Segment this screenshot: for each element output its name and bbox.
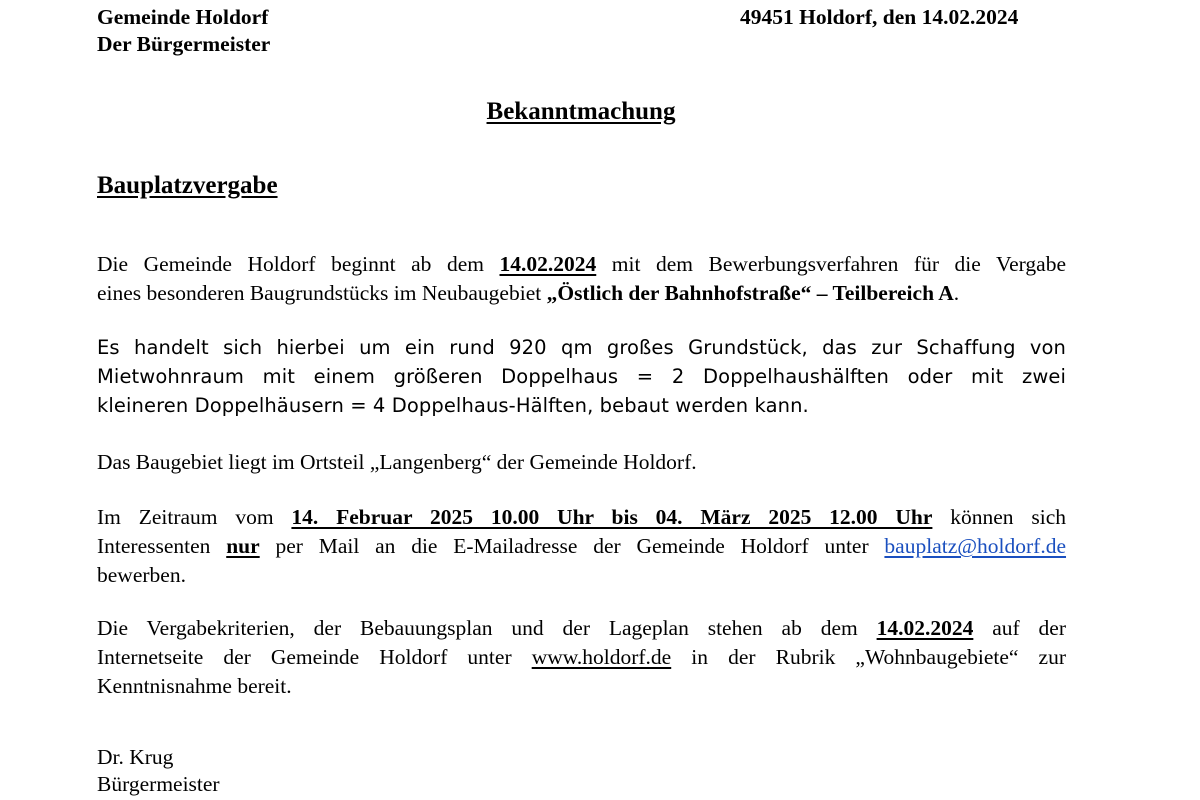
text-span: . [953, 281, 960, 305]
paragraph-line [97, 643, 1066, 672]
signatory-role: Bürgermeister [97, 772, 220, 796]
email-link[interactable]: bauplatz@holdorf.de [884, 534, 1067, 558]
text-span: eines besonderen Baugrundstücks im Neubaugebiet [97, 281, 547, 305]
building-area-name: „Östlich der Bahnhofstraße“ – Teilbereich A [546, 281, 954, 305]
document-title: Bekanntmachung [486, 98, 676, 125]
text-span: Im Zeitraum vom [97, 505, 292, 529]
website-link[interactable]: www.holdorf.de [531, 645, 672, 669]
signature-block [97, 744, 220, 798]
paragraph-line: Es handelt sich hierbei um ein rund 920 qm großes Grundstück, das zur Schaffung von [97, 336, 1066, 359]
only-emphasis: nur [226, 534, 260, 558]
paragraph-line [97, 503, 1066, 532]
text-span: können sich [932, 505, 1067, 529]
availability-date: 14.02.2024 [876, 616, 974, 640]
signatory-name: Dr. Krug [97, 745, 174, 769]
text-span: Internetseite der Gemeinde Holdorf unter [97, 645, 532, 669]
text-span: per Mail an die E-Mailadresse der Gemeinde Holdorf unter [259, 534, 885, 558]
sender-block [97, 4, 270, 58]
paragraph-line: bewerben. [97, 563, 186, 587]
start-date: 14.02.2024 [499, 252, 597, 276]
paragraph-start-of-procedure [97, 250, 1066, 308]
paragraph-line [97, 250, 1066, 279]
paragraph-application-period [97, 503, 1066, 590]
text-span: Interessenten [97, 534, 227, 558]
text-span: mit dem Bewerbungsverfahren für die Vergabe [596, 252, 1066, 276]
paragraph-plot-description [97, 333, 1066, 420]
paragraph-line: Das Baugebiet liegt im Ortsteil „Langenberg“ der Gemeinde Holdorf. [97, 450, 697, 474]
paragraph-location [97, 448, 1066, 477]
authority-role: Der Bürgermeister [97, 32, 271, 56]
text-span: in der Rubrik „Wohnbaugebiete“ zur [671, 645, 1066, 669]
paragraph-documents-availability [97, 614, 1066, 701]
document-subtitle: Bauplatzvergabe [97, 172, 278, 199]
application-period: 14. Februar 2025 10.00 Uhr bis 04. März 2025 12.00 Uhr [291, 505, 933, 529]
authority-name: Gemeinde Holdorf [97, 5, 269, 29]
paragraph-line: Kenntnisnahme bereit. [97, 674, 292, 698]
paragraph-line [97, 614, 1066, 643]
text-span: auf der [973, 616, 1066, 640]
paragraph-line [97, 532, 1066, 561]
text-span: Die Gemeinde Holdorf beginnt ab dem [97, 252, 500, 276]
place-date: 49451 Holdorf, den 14.02.2024 [740, 5, 1019, 29]
paragraph-line [97, 279, 1066, 308]
text-span: Die Vergabekriterien, der Bebauungsplan und der Lageplan stehen ab dem [97, 616, 877, 640]
paragraph-line: kleineren Doppelhäusern = 4 Doppelhaus-Hälften, bebaut werden kann. [97, 394, 809, 417]
paragraph-line: Mietwohnraum mit einem größeren Doppelhaus = 2 Doppelhaushälften oder mit zwei [97, 365, 1066, 388]
